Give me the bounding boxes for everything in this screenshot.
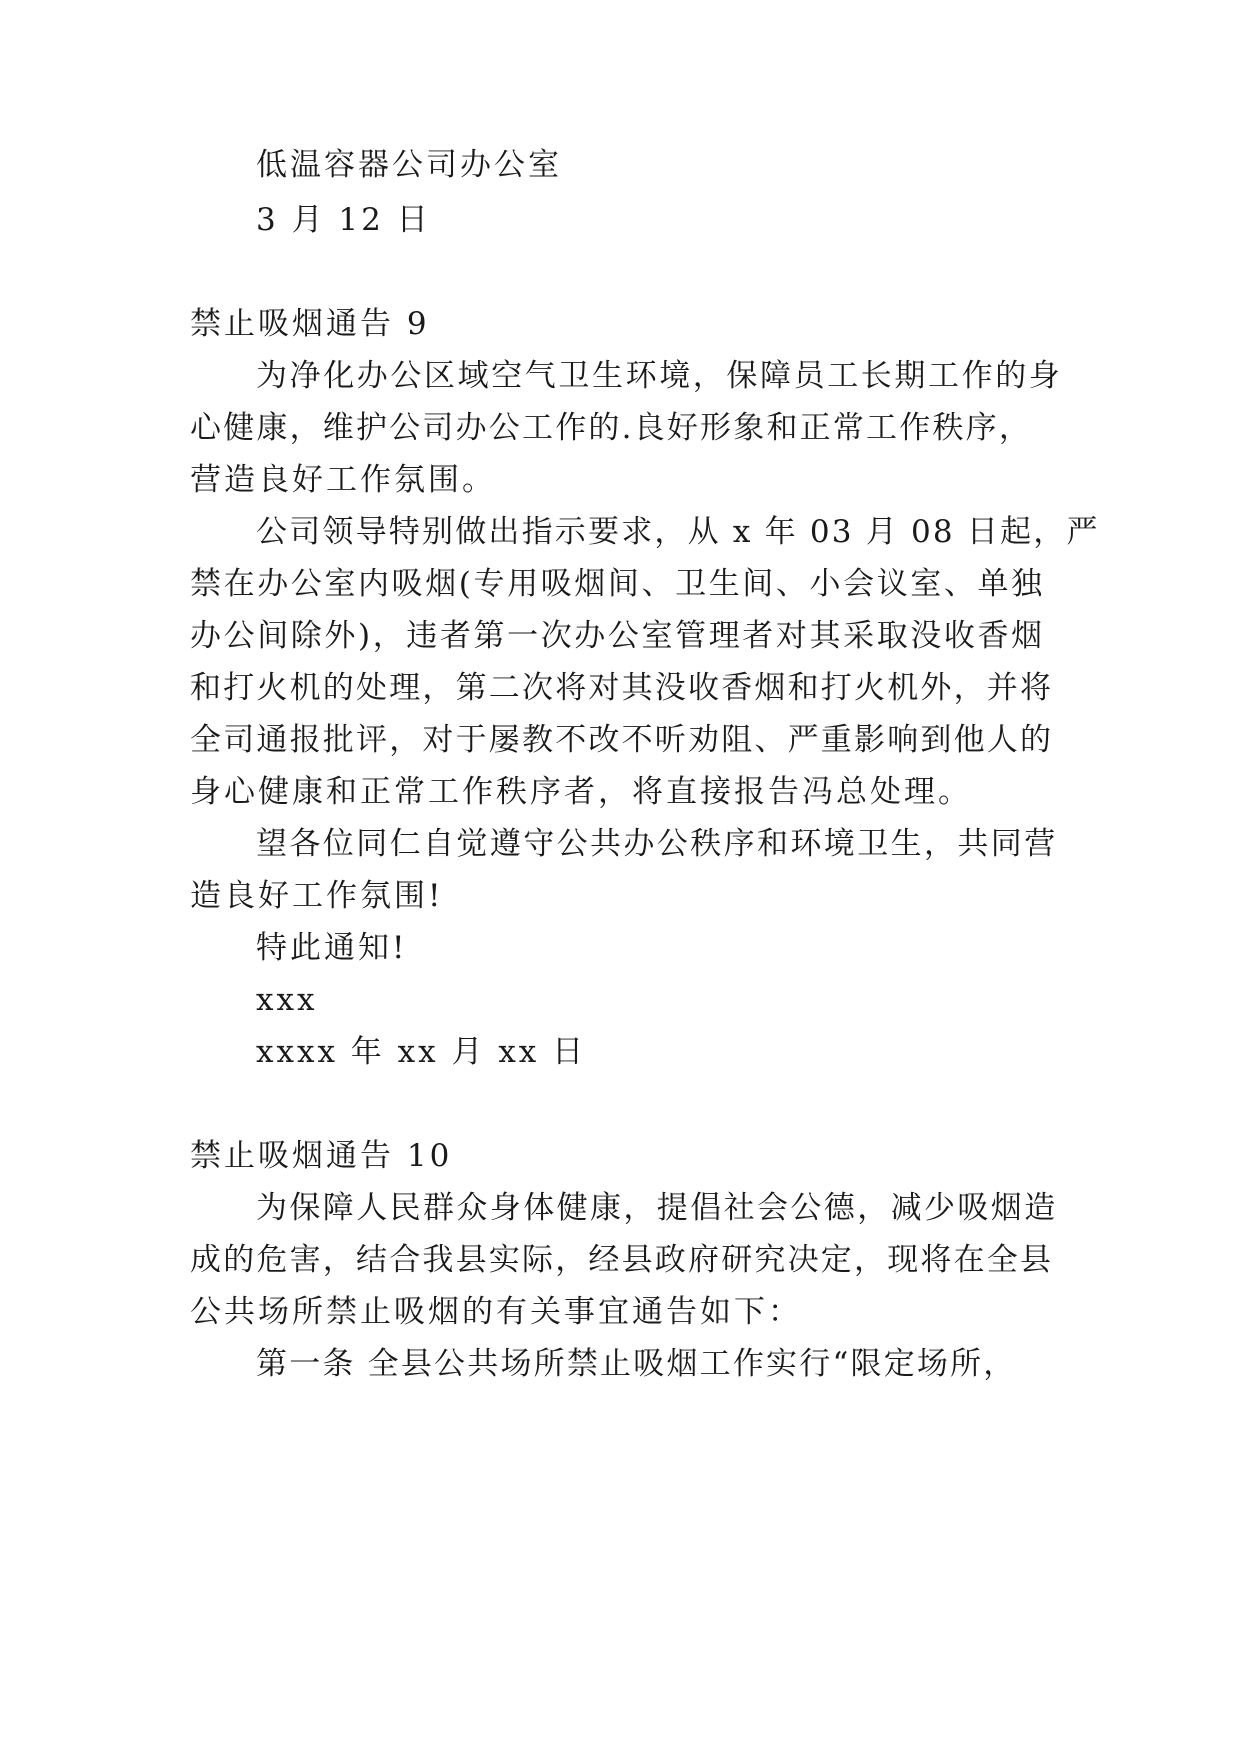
- notice-9-date: xxxx 年 xx 月 xx 日: [256, 1034, 587, 1070]
- notice-9-signer: xxx: [256, 982, 318, 1018]
- notice-10-title: 禁止吸烟通告 10: [190, 1138, 453, 1174]
- notice-9-paragraph-1-line-2: 心健康，维护公司办公工作的.良好形象和正常工作秩序，: [190, 410, 1033, 446]
- closing-organization: 低温容器公司办公室: [256, 147, 562, 183]
- closing-date: 3 月 12 日: [256, 202, 431, 238]
- notice-9-paragraph-3-line-2: 造良好工作氛围!: [190, 878, 444, 914]
- notice-9-paragraph-2-line-6: 身心健康和正常工作秩序者，将直接报告冯总处理。: [190, 774, 972, 810]
- notice-9-title: 禁止吸烟通告 9: [190, 306, 430, 342]
- notice-10-paragraph-1-line-2: 成的危害，结合我县实际，经县政府研究决定，现将在全县: [190, 1242, 1054, 1278]
- notice-10-paragraph-1-line-1: 为保障人民群众身体健康，提倡社会公德，减少吸烟造: [256, 1190, 1058, 1226]
- notice-9-paragraph-1-line-3: 营造良好工作氛围。: [190, 462, 496, 498]
- notice-9-paragraph-2-line-2: 禁在办公室内吸烟(专用吸烟间、卫生间、小会议室、单独: [190, 566, 1045, 602]
- notice-10-paragraph-1-line-3: 公共场所禁止吸烟的有关事宜通告如下：: [190, 1294, 802, 1330]
- notice-9-paragraph-2-line-4: 和打火机的处理，第二次将对其没收香烟和打火机外，并将: [190, 670, 1054, 706]
- notice-9-paragraph-2-line-5: 全司通报批评，对于屡教不改不听劝阻、严重影响到他人的: [190, 722, 1054, 758]
- notice-9-paragraph-2-line-1: 公司领导特别做出指示要求，从 x 年 03 月 08 日起，严: [256, 514, 1100, 550]
- notice-9-paragraph-1-line-1: 为净化办公区域空气卫生环境，保障员工长期工作的身: [256, 358, 1063, 394]
- notice-9-paragraph-3-line-1: 望各位同仁自觉遵守公共办公秩序和环境卫生，共同营: [256, 826, 1058, 862]
- notice-9-special-notice: 特此通知!: [256, 930, 408, 966]
- notice-10-article-1-line-1: 第一条 全县公共场所禁止吸烟工作实行“限定场所，: [256, 1346, 1017, 1382]
- notice-9-paragraph-2-line-3: 办公间除外)，违者第一次办公室管理者对其采取没收香烟: [190, 618, 1045, 654]
